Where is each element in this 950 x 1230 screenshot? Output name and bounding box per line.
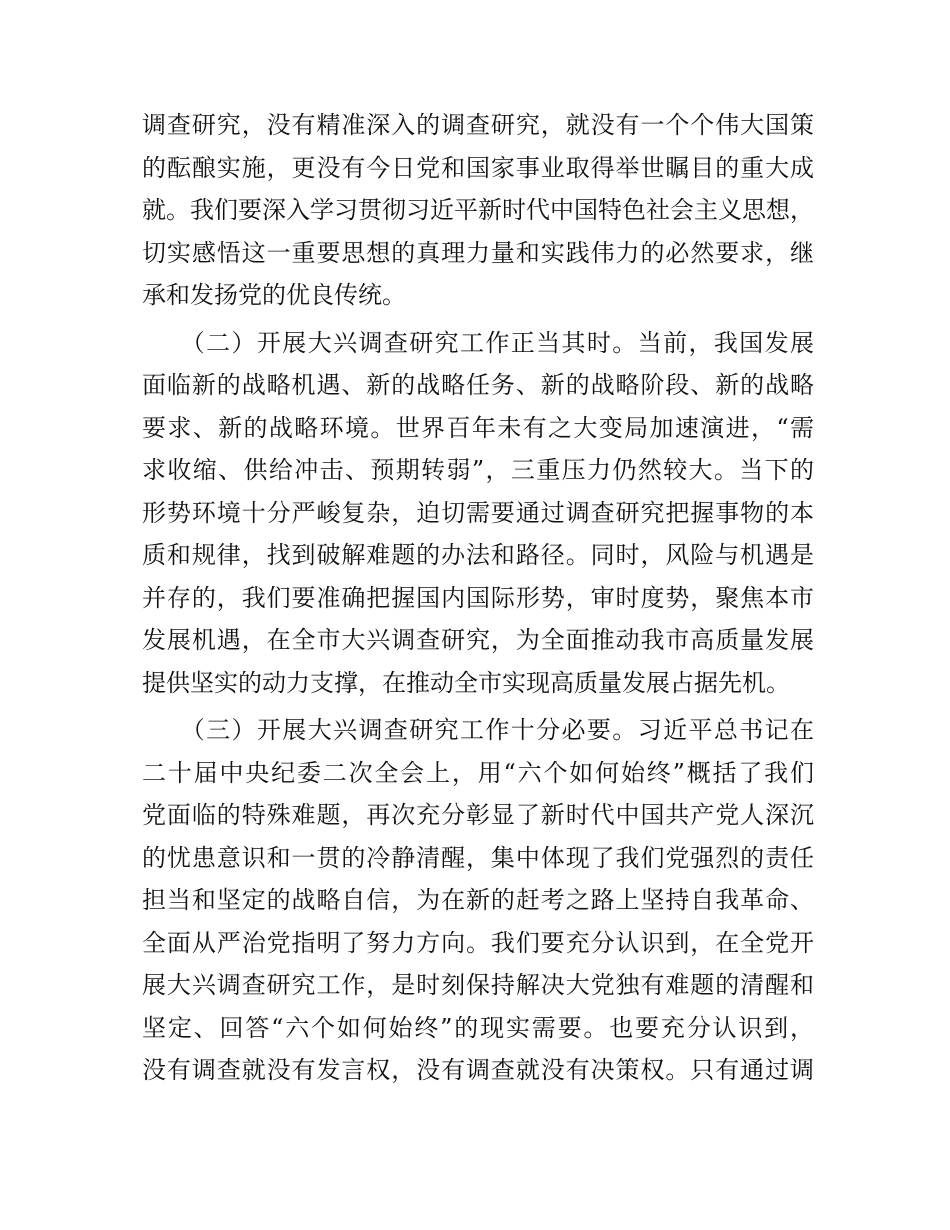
text-line: 党面临的特殊难题，再次充分彰显了新时代中国共产党人深沉 xyxy=(142,801,814,829)
text-line: （三）开展大兴调查研究工作十分必要。习近平总书记在 xyxy=(142,716,814,744)
text-line: 调查研究，没有精准深入的调查研究，就没有一个个伟大国策 xyxy=(142,111,814,139)
text-line: 并存的，我们要准确把握国内国际形势，审时度势，聚焦本市 xyxy=(142,583,814,612)
text-line: 没有调查就没有发言权，没有调查就没有决策权。只有通过调 xyxy=(142,1056,814,1084)
text-line: 承和发扬党的优良传统。 xyxy=(142,281,406,309)
text-line: 提供坚实的动力支撑，在推动全市实现高质量发展占据先机。 xyxy=(142,668,790,697)
paragraph-1 xyxy=(142,104,814,317)
text-line: 要求、新的战略环境。世界百年未有之大变局加速演进，“需 xyxy=(142,413,814,442)
text-line: 就。我们要深入学习贯彻习近平新时代中国特色社会主义思想， xyxy=(142,196,814,224)
text-line: 担当和坚定的战略自信，为在新的赶考之路上坚持自我革命、 xyxy=(142,886,814,914)
text-line: （二）开展大兴调查研究工作正当其时。当前，我国发展 xyxy=(142,328,814,357)
body-text xyxy=(142,104,814,1092)
text-line: 坚定、回答“六个如何始终”的现实需要。也要充分认识到， xyxy=(142,1013,814,1042)
text-line: 展大兴调查研究工作，是时刻保持解决大党独有难题的清醒和 xyxy=(142,971,814,999)
text-line: 面临新的战略机遇、新的战略任务、新的战略阶段、新的战略 xyxy=(142,371,814,399)
text-line: 的忧患意识和一贯的冷静清醒，集中体现了我们党强烈的责任 xyxy=(142,843,814,872)
text-line: 切实感悟这一重要思想的真理力量和实践伟力的必然要求，继 xyxy=(142,238,814,267)
paragraph-2 xyxy=(142,322,814,705)
text-line: 全面从严治党指明了努力方向。我们要充分认识到，在全党开 xyxy=(142,928,814,957)
text-line: 的酝酿实施，更没有今日党和国家事业取得举世瞩目的重大成 xyxy=(142,153,814,182)
paragraph-3 xyxy=(142,709,814,1092)
text-line: 求收缩、供给冲击、预期转弱”，三重压力仍然较大。当下的 xyxy=(142,456,814,484)
text-line: 发展机遇，在全市大兴调查研究，为全面推动我市高质量发展 xyxy=(142,626,814,654)
text-line: 质和规律，找到破解难题的办法和路径。同时，风险与机遇是 xyxy=(142,541,814,569)
text-line: 二十届中央纪委二次全会上，用“六个如何始终”概括了我们 xyxy=(142,758,814,787)
text-line: 形势环境十分严峻复杂，迫切需要通过调查研究把握事物的本 xyxy=(142,498,814,527)
